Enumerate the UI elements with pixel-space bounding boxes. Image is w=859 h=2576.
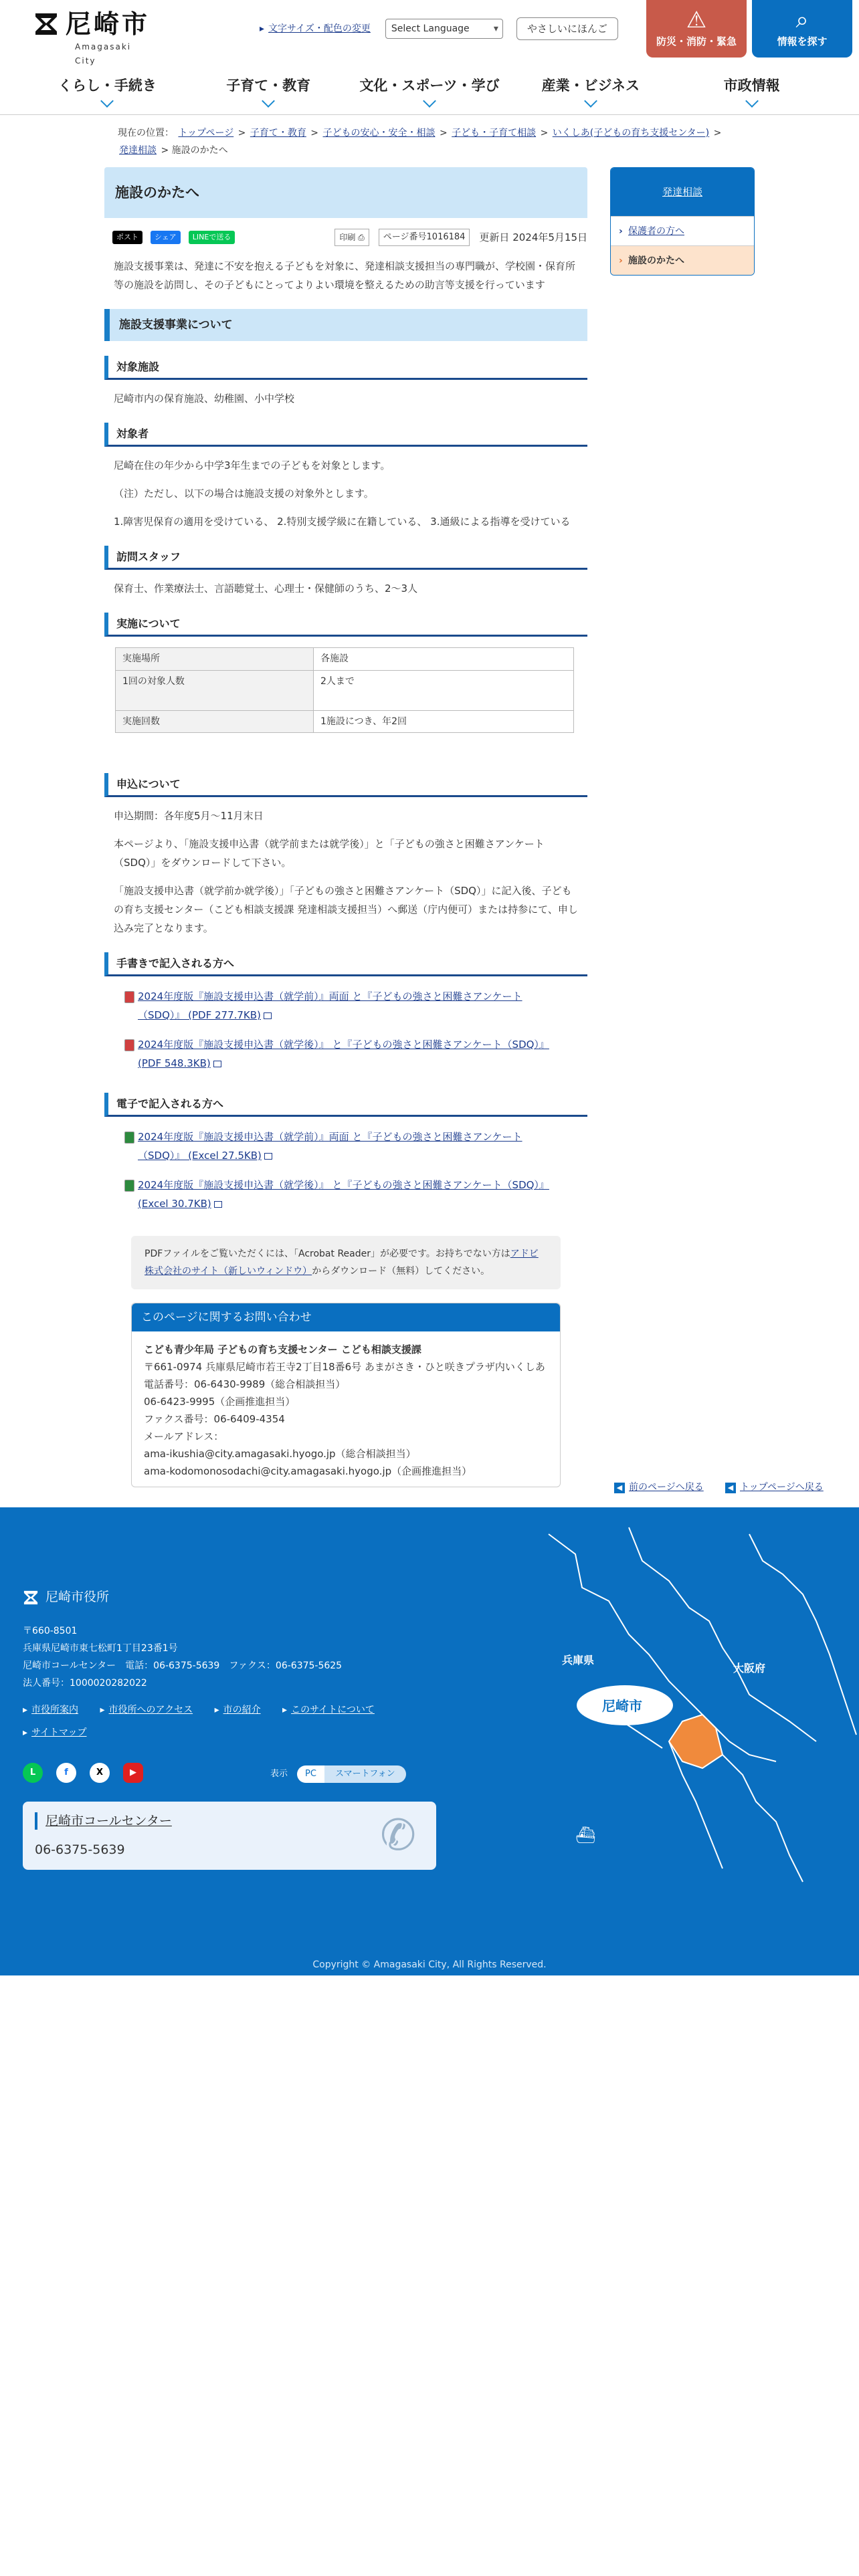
sidebar-item-label[interactable]: 保護者の方へ	[628, 226, 684, 237]
print-button[interactable]	[335, 229, 369, 246]
phone-icon: ✆	[380, 1811, 416, 1860]
target-exclusions-text: 1.障害児保育の適用を受けている、 2.特別支援学級に在籍している、 3.通級による指導を受けている	[114, 516, 571, 528]
call-center-box	[23, 1802, 436, 1870]
footer-logo	[23, 1586, 109, 1608]
map-label-hyogo: 兵庫県	[562, 1655, 595, 1667]
inquiry-email-1: ama-ikushia@city.amagasaki.hyogo.jp（総合相談担当）	[144, 1448, 416, 1460]
apply-period-text: 申込期間：各年度5月～11月末日	[114, 810, 264, 822]
table-row	[116, 670, 574, 710]
breadcrumb-current: 施設のかたへ	[171, 145, 228, 156]
footer-link-intro[interactable]: ▸ 市の紹介	[215, 1699, 261, 1721]
inquiry-phone-2: 06-6423-9995（企画推進担当）	[144, 1396, 296, 1408]
breadcrumb-sep: >	[439, 128, 448, 138]
site-header	[0, 0, 859, 67]
gnav-item-culture[interactable]: 文化・スポーツ・学び	[349, 67, 510, 114]
sidebar-title	[611, 168, 754, 216]
new-window-icon	[264, 1153, 272, 1160]
back-to-top-link[interactable]: ◀ トップページへ戻る	[725, 1479, 824, 1496]
excel-link-text[interactable]: 2024年度版『施設支援申込書（就学前）』両面 と『子どもの強さと困難さアンケート（SDQ）』 (Excel 27.5KB)	[138, 1131, 522, 1162]
acrobat-text: からダウンロード（無料）してください。	[312, 1266, 490, 1277]
logo-subtext: Amagasaki City	[75, 42, 132, 66]
excel-link-text[interactable]: 2024年度版『施設支援申込書（就学後）』 と『子どもの強さと困難さアンケート（SDQ）』 (Excel 30.7KB)	[138, 1179, 549, 1210]
subheading-target-person: 対象者	[104, 423, 587, 447]
breadcrumb-sep: >	[540, 128, 549, 138]
facebook-share-button[interactable]: シェア	[151, 231, 181, 244]
breadcrumb-ikushia[interactable]: いくしあ(子どもの育ち支援センター)	[552, 128, 710, 138]
page-title: 施設のかたへ	[104, 167, 587, 218]
table-cell: 各施設	[314, 648, 574, 671]
inquiry-email-2: ama-kodomonosodachi@city.amagasaki.hyogo.jp（企画推進担当）	[144, 1465, 472, 1477]
inquiry-fax: ファクス番号：06-6409-4354	[144, 1413, 285, 1425]
page-meta	[104, 229, 587, 246]
map-label-amagasaki: 尼崎市	[602, 1699, 642, 1714]
print-label: 印刷	[339, 233, 356, 242]
breadcrumb-sep: >	[237, 128, 246, 138]
implementation-table	[115, 647, 574, 733]
search-info-label: 情報を探す	[777, 35, 828, 47]
global-nav	[0, 67, 859, 115]
site-logo[interactable]	[33, 9, 151, 66]
inquiry-org: こども青少年局 子どもの育ち支援センター こども相談支援課	[144, 1344, 421, 1356]
footer-callcenter-line: 尼崎市コールセンター 電話：06-6375-5639 ファクス：06-6375-5625	[23, 1660, 343, 1671]
youtube-icon[interactable]: ▶	[123, 1763, 143, 1783]
new-window-icon	[213, 1061, 221, 1067]
warning-icon: ⚠	[686, 7, 707, 33]
map-label-osaka: 大阪府	[733, 1663, 766, 1675]
footer-org-name: 尼崎市役所	[45, 1590, 110, 1604]
logo-text: 尼崎市	[66, 9, 151, 39]
display-toggle	[297, 1765, 406, 1783]
updated-date: 更新日 2024年5月15日	[479, 231, 587, 243]
display-label: 表示	[270, 1768, 288, 1779]
gnav-item-living[interactable]: くらし・手続き	[27, 67, 188, 114]
inquiry-email-label: メールアドレス：	[144, 1430, 224, 1442]
x-post-button[interactable]: ポスト	[112, 231, 142, 244]
gnav-item-childcare[interactable]: 子育て・教育	[188, 67, 349, 114]
footer-address	[23, 1622, 342, 1692]
table-cell: 1施設につき、年2回	[314, 710, 574, 733]
table-header-cell: 1回の対象人数	[116, 670, 314, 710]
printer-icon: ⎙	[358, 233, 365, 242]
font-size-color-link[interactable]: ▸ 文字サイズ・配色の変更	[260, 21, 371, 37]
footer-link-sitemap[interactable]: ▸ サイトマップ	[23, 1721, 87, 1744]
footer-sns	[23, 1763, 157, 1783]
x-icon[interactable]: X	[90, 1763, 110, 1783]
breadcrumb-sep: >	[310, 128, 319, 138]
footer-link-about[interactable]: ▸ このサイトについて	[282, 1699, 375, 1721]
site-footer	[0, 1507, 859, 1975]
call-center-title[interactable]: 尼崎市コールセンター	[35, 1812, 172, 1830]
map-boundary	[549, 1534, 776, 1761]
display-pc-button[interactable]: PC	[297, 1765, 324, 1783]
pdf-link-text[interactable]: 2024年度版『施設支援申込書（就学後）』 と『子どもの強さと困難さアンケート（SDQ）』 (PDF 548.3KB)	[138, 1039, 549, 1069]
subheading-handwritten: 手書きで記入される方へ	[104, 952, 587, 976]
excel-download-link-preschool[interactable]	[138, 1128, 559, 1165]
apply-instructions-2: 「施設支援申込書（就学前か就学後）」「子どもの強さと困難さアンケート（SDQ）」に記入後、子どもの育ち支援センター（こども相談支援課 発達相談支援担当）へ郵送（庁内便可）または持参にて、申し込み完了となります。	[114, 885, 578, 934]
line-send-button[interactable]: LINEで送る	[189, 231, 235, 244]
table-header-cell: 実施場所	[116, 648, 314, 671]
subheading-target-facility: 対象施設	[104, 356, 587, 380]
disaster-button-label: 防災・消防・緊急	[656, 35, 737, 47]
target-facility-text: 尼崎市内の保育施設、幼稚園、小中学校	[114, 393, 295, 405]
sidebar-title-link[interactable]: 発達相談	[662, 186, 702, 198]
copyright: Copyright © Amagasaki City, All Rights Reserved.	[312, 1959, 547, 1970]
map-coastline	[709, 1721, 803, 1882]
pdf-download-link-school[interactable]	[138, 1035, 559, 1073]
easy-japanese-button[interactable]: やさしいにほんご	[516, 17, 618, 40]
breadcrumb-prefix: 現在の位置：	[118, 128, 174, 138]
footer-link-access[interactable]: ▸ 市役所へのアクセス	[100, 1699, 193, 1721]
staff-text: 保育士、作業療法士、言語聴覚士、心理士・保健師のうち、2～3人	[114, 582, 418, 595]
footer-street: 兵庫県尼崎市東七松町1丁目23番1号	[23, 1643, 178, 1654]
ship-icon: ⛴	[575, 1826, 596, 1844]
breadcrumb-safety[interactable]: 子どもの安心・安全・相談	[322, 128, 436, 138]
acrobat-notice	[131, 1236, 561, 1289]
footer-postal: 〒660-8501	[23, 1626, 78, 1636]
target-person-text: 尼崎在住の年少から中学3年生までの子どもを対象とします。	[114, 459, 391, 471]
city-emblem-icon	[23, 1589, 39, 1606]
new-window-icon	[214, 1201, 222, 1208]
sidebar-item-parents[interactable]	[611, 216, 754, 245]
footer-corporate-number: 法人番号：1000020282022	[23, 1678, 147, 1689]
subheading-staff: 訪問スタッフ	[104, 546, 587, 570]
sidebar-item-facilities[interactable]: › 施設のかたへ	[611, 245, 754, 275]
pdf-link-text[interactable]: 2024年度版『施設支援申込書（就学前）』両面 と『子どもの強さと困難さアンケート（SDQ）』 (PDF 277.7KB)	[138, 990, 522, 1021]
target-note-text: （注）ただし、以下の場合は施設支援の対象外とします。	[114, 488, 374, 500]
regional-map	[468, 1521, 859, 1895]
footer-link-guide[interactable]: ▸ 市役所案内	[23, 1699, 78, 1721]
search-info-button[interactable]	[752, 0, 852, 58]
footer-links	[23, 1699, 397, 1744]
breadcrumb-top[interactable]: トップページ	[178, 128, 234, 138]
apply-instructions-1: 本ページより、「施設支援申込書（就学前または就学後）」と「子どもの強さと困難さアンケート（SDQ）」をダウンロードして下さい。	[114, 838, 545, 869]
breadcrumb-development[interactable]: 発達相談	[119, 145, 157, 156]
lead-text: 施設支援事業は、発達に不安を抱える子どもを対象に、発達相談支援担当の専門職が、学校園・保育所等の施設を訪問し、その子どもにとってよりよい環境を整えるための助言等支援を行っています	[114, 260, 576, 291]
breadcrumb-sep: >	[161, 145, 169, 156]
breadcrumb	[118, 124, 733, 159]
call-center-number: 06-6375-5639	[35, 1842, 125, 1857]
inquiry-body	[132, 1331, 560, 1487]
acrobat-text: PDFファイルをご覧いただくには、「Acrobat Reader」が必要です。お持ちでない方は	[145, 1249, 510, 1259]
inquiry-address: 〒661-0974 兵庫県尼崎市若王寺2丁目18番6号 あまがさき・ひと咲きプラザ内いくしあ	[144, 1361, 545, 1373]
pdf-download-link-preschool[interactable]	[138, 987, 559, 1025]
adobe-site-link[interactable]: アドビ株式会社のサイト（新しいウィンドウ）	[145, 1249, 539, 1277]
gnav-item-government[interactable]: 市政情報	[671, 67, 832, 114]
city-emblem-icon	[33, 11, 59, 37]
prev-page-link[interactable]: ◀ 前のページへ戻る	[614, 1479, 704, 1496]
table-cell: 2人まで	[314, 670, 574, 710]
display-switch	[270, 1765, 406, 1783]
subheading-apply: 申込について	[104, 773, 587, 797]
display-smartphone-button[interactable]: スマートフォン	[324, 1765, 406, 1783]
inquiry-title: このページに関するお問い合わせ	[132, 1303, 560, 1331]
sidebar	[610, 167, 755, 276]
disaster-button[interactable]	[646, 0, 747, 58]
subheading-implementation: 実施について	[104, 613, 587, 637]
table-header-cell: 実施回数	[116, 710, 314, 733]
language-select[interactable]: Select Language ▾	[385, 19, 503, 39]
utility-bar	[260, 17, 618, 40]
main-content	[104, 167, 587, 1487]
table-row	[116, 648, 574, 671]
search-icon: ⌕	[795, 7, 809, 33]
section-heading-program: 施設支援事業について	[104, 309, 587, 341]
inquiry-box	[131, 1303, 561, 1487]
breadcrumb-childcare[interactable]: 子育て・教育	[250, 128, 306, 138]
page-id: ページ番号1016184	[379, 229, 470, 246]
subheading-electronic: 電子で記入される方へ	[104, 1093, 587, 1117]
line-icon[interactable]: L	[23, 1763, 43, 1783]
new-window-icon	[264, 1012, 272, 1019]
breadcrumb-sep: >	[713, 128, 722, 138]
gnav-item-business[interactable]: 産業・ビジネス	[510, 67, 671, 114]
inquiry-phone-1: 電話番号：06-6430-9989（総合相談担当）	[144, 1378, 346, 1390]
table-row	[116, 710, 574, 733]
breadcrumb-consult[interactable]: 子ども・子育て相談	[452, 128, 537, 138]
facebook-icon[interactable]: f	[56, 1763, 76, 1783]
excel-download-link-school[interactable]	[138, 1176, 559, 1213]
